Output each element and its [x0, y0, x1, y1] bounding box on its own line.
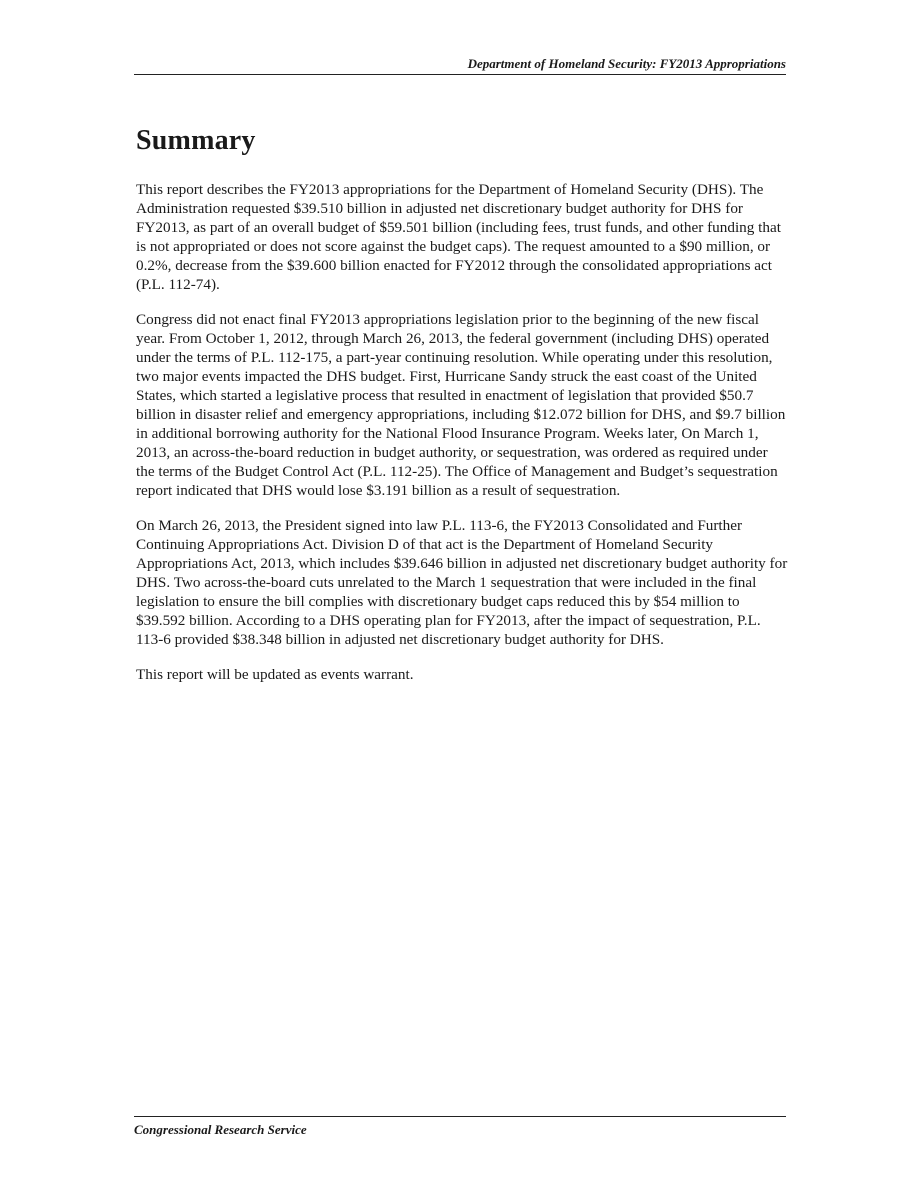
section-title: Summary	[136, 125, 256, 156]
running-header: Department of Homeland Security: FY2013 Appropriations	[134, 56, 786, 75]
running-footer: Congressional Research Service	[134, 1116, 786, 1138]
body-paragraph-4: This report will be updated as events warrant.	[136, 666, 414, 683]
body-paragraph-1: This report describes the FY2013 appropriations for the Department of Homeland Security (DHS). The Administration requested $39.510 billion in adjusted net discretionary budget authority for DHS for FY2013, as part of an overall budget of $59.501 billion (including fees, trust funds, and other funding that is not appropriated or does not score against the budget caps). The request amounted to a $90 million, or 0.2%, decrease from the $39.600 billion enacted for FY2012 through the consolidated appropriations act (P.L. 112-74).	[136, 181, 781, 293]
main-content	[136, 124, 788, 700]
body-paragraph-3: On March 26, 2013, the President signed into law P.L. 113-6, the FY2013 Consolidated and Further Continuing Appropriations Act. Division D of that act is the Department of Homeland Security Appropriations Act, 2013, which includes $39.646 billion in adjusted net discretionary budget authority for DHS. Two across-the-board cuts unrelated to the March 1 sequestration that were included in the final legislation to ensure the bill complies with discretionary budget caps reduced this by $54 million to $39.592 billion. According to a DHS operating plan for FY2013, after the impact of sequestration, P.L. 113-6 provided $38.348 billion in adjusted net discretionary budget authority for DHS.	[136, 517, 788, 648]
body-paragraph-2: Congress did not enact final FY2013 appropriations legislation prior to the beginning of the new fiscal year. From October 1, 2012, through March 26, 2013, the federal government (including DHS) operated under the terms of P.L. 112-175, a part-year continuing resolution. While operating under this resolution, two major events impacted the DHS budget. First, Hurricane Sandy struck the east coast of the United States, which started a legislative process that resulted in enactment of legislation that provided $50.7 billion in disaster relief and emergency appropriations, including $12.072 billion for DHS, and $9.7 billion in additional borrowing authority for the National Flood Insurance Program. Weeks later, On March 1, 2013, an across-the-board reduction in budget authority, or sequestration, was ordered as required under the terms of the Budget Control Act (P.L. 112-25). The Office of Management and Budget’s sequestration report indicated that DHS would lose $3.191 billion as a result of sequestration.	[136, 311, 786, 499]
